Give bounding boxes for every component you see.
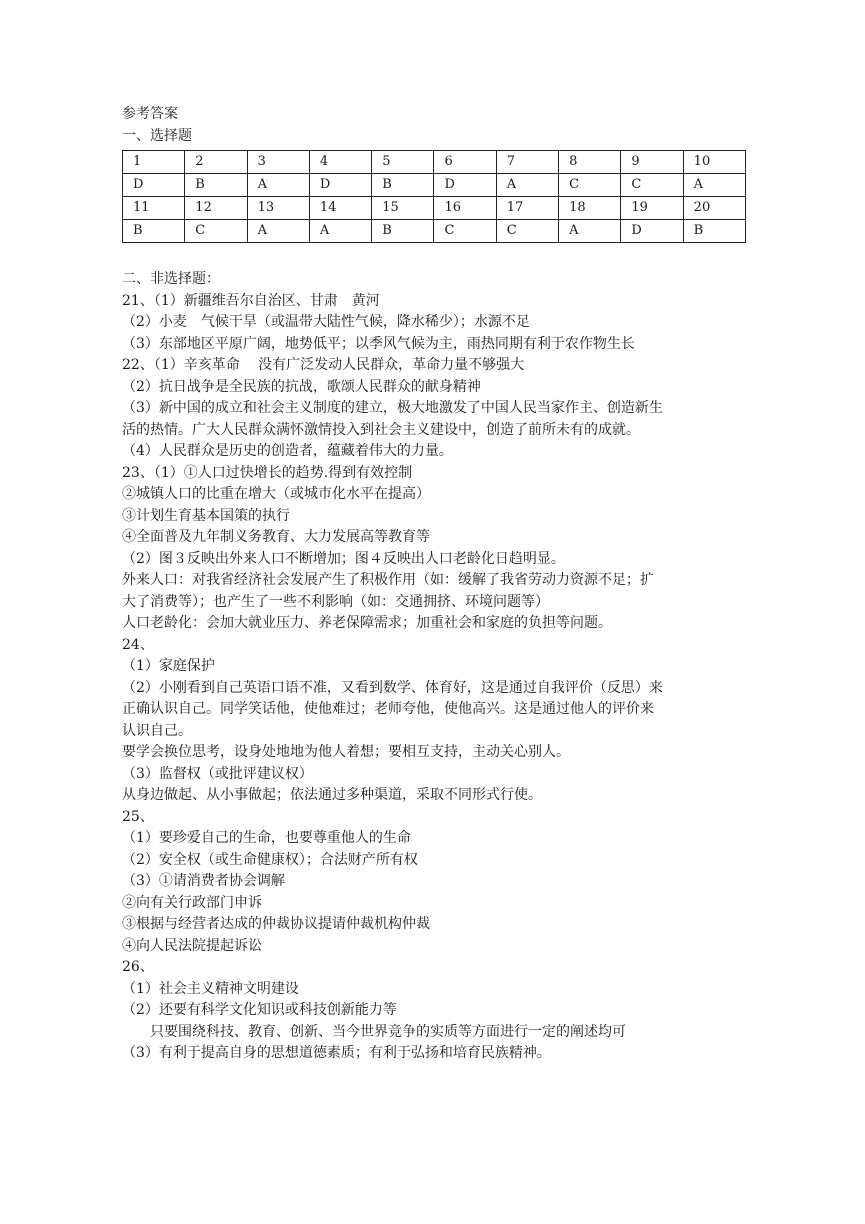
section-gap (122, 243, 747, 269)
table-cell: 5 (372, 151, 434, 174)
table-cell: D (434, 174, 496, 197)
table-cell: 8 (559, 151, 621, 174)
table-cell: 6 (434, 151, 496, 174)
table-cell: 3 (247, 151, 309, 174)
section2-body (122, 291, 747, 1065)
table-cell: C (559, 174, 621, 197)
table-cell: B (372, 220, 434, 243)
table-row (123, 197, 746, 220)
section1-heading: 一、选择题 (122, 127, 192, 144)
table-cell: 13 (247, 197, 309, 220)
table-cell: C (621, 174, 683, 197)
answer-sheet (122, 104, 747, 1065)
table-cell: 15 (372, 197, 434, 220)
answer-line: 22、（1）辛亥革命 没有广泛发动人民群众，革命力量不够强大 (122, 357, 525, 373)
table-cell: 1 (123, 151, 185, 174)
answer-line: 26、 (122, 959, 154, 975)
table-cell: 12 (185, 197, 247, 220)
answer-line: 23、（1）①人口过快增长的趋势.得到有效控制 (122, 464, 413, 481)
answer-line: 只要围绕科技、教育、创新、当今世界竞争的实质等方面进行一定的阐述均可 (122, 1023, 626, 1040)
answer-line: （3）①请消费者协会调解 (122, 873, 285, 889)
answer-line: ④全面普及九年制义务教育、大力发展高等教育等 (122, 529, 430, 545)
table-cell: 11 (123, 197, 185, 220)
table-row (123, 151, 746, 174)
answer-line: ②向有关行政部门申诉 (122, 894, 262, 911)
table-cell: A (247, 174, 309, 197)
table-cell: A (247, 220, 309, 243)
table-cell: C (434, 220, 496, 243)
section2-heading: 二、非选择题： (122, 271, 220, 287)
answer-line: 大了消费等）；也产生了一些不利影响（如：交通拥挤、环境问题等） (122, 593, 549, 610)
answer-line: ④向人民法院提起诉讼 (122, 937, 262, 954)
table-cell: 7 (496, 151, 558, 174)
answer-line: 外来人口：对我省经济社会发展产生了积极作用（如：缓解了我省劳动力资源不足；扩 (122, 572, 654, 588)
answer-line: （1）社会主义精神文明建设 (122, 980, 299, 997)
table-cell: D (123, 174, 185, 197)
answer-line: （3）东部地区平原广阔，地势低平；以季风气候为主，雨热同期有利于农作物生长 (122, 335, 635, 352)
answer-line: （2）抗日战争是全民族的抗战，歌颂人民群众的献身精神 (122, 378, 481, 395)
answer-line: （3）监督权（或批评建议权） (122, 765, 313, 782)
answer-line: （1）要珍爱自己的生命，也要尊重他人的生命 (122, 830, 411, 846)
answer-line: 要学会换位思考，设身处地地为他人着想；要相互支持，主动关心别人。 (122, 744, 570, 760)
table-row (123, 174, 746, 197)
answer-table (122, 150, 746, 243)
answer-line: 正确认识自己。同学笑话他，使他难过；老师夸他，使他高兴。这是通过他人的评价来 (122, 701, 654, 717)
table-cell: 4 (309, 151, 371, 174)
answer-line: （2）小麦 气候干旱（或温带大陆性气候，降水稀少）；水源不足 (122, 314, 530, 330)
answer-line: （3）有利于提高自身的思想道德素质；有利于弘扬和培育民族精神。 (122, 1045, 551, 1061)
answer-line: 认识自己。 (122, 722, 192, 739)
answer-line: 活的热情。广大人民群众满怀激情投入到社会主义建设中，创造了前所未有的成就。 (122, 421, 640, 438)
table-cell: D (309, 174, 371, 197)
answer-line: 21、（1）新疆维吾尔自治区、甘肃 黄河 (122, 292, 380, 309)
table-cell: 10 (683, 151, 745, 174)
table-cell: B (123, 220, 185, 243)
table-cell: B (683, 220, 745, 243)
answer-line: （4）人民群众是历史的创造者，蕴藏着伟大的力量。 (122, 443, 453, 459)
answer-line: （3）新中国的成立和社会主义制度的建立，极大地激发了中国人民当家作主、创造新生 (122, 400, 663, 416)
table-cell: 20 (683, 197, 745, 220)
table-row (123, 220, 746, 243)
table-cell: B (372, 174, 434, 197)
table-cell: D (621, 220, 683, 243)
table-cell: 2 (185, 151, 247, 174)
answer-line: ②城镇人口的比重在增大（或城市化水平在提高） (122, 486, 430, 502)
answer-line: （2）小刚看到自己英语口语不准，又看到数学、体育好，这是通过自我评价（反思）来 (122, 679, 663, 696)
answer-line: （2）安全权（或生命健康权）；合法财产所有权 (122, 851, 418, 868)
table-cell: 17 (496, 197, 558, 220)
answer-line: （1）家庭保护 (122, 658, 215, 674)
answer-line: 从身边做起、从小事做起；依法通过多种渠道，采取不同形式行使。 (122, 787, 542, 803)
answer-line: 人口老龄化：会加大就业压力、养老保障需求；加重社会和家庭的负担等问题。 (122, 615, 612, 631)
table-cell: C (496, 220, 558, 243)
page-title: 参考答案 (122, 106, 178, 122)
table-cell: A (683, 174, 745, 197)
answer-line: （2）还要有科学文化知识或科技创新能力等 (122, 1002, 397, 1018)
table-cell: 9 (621, 151, 683, 174)
table-cell: A (496, 174, 558, 197)
table-cell: C (185, 220, 247, 243)
answer-line: ③计划生育基本国策的执行 (122, 507, 290, 524)
table-cell: A (559, 220, 621, 243)
answer-line: （2）图３反映出外来人口不断增加；图４反映出人口老龄化日趋明显。 (122, 550, 565, 567)
answer-line: ③根据与经营者达成的仲裁协议提请仲裁机构仲裁 (122, 916, 430, 932)
table-cell: 14 (309, 197, 371, 220)
table-cell: B (185, 174, 247, 197)
answer-line: 24、 (122, 636, 154, 653)
table-cell: A (309, 220, 371, 243)
table-cell: 16 (434, 197, 496, 220)
table-cell: 18 (559, 197, 621, 220)
table-cell: 19 (621, 197, 683, 220)
answer-line: 25、 (122, 808, 154, 825)
